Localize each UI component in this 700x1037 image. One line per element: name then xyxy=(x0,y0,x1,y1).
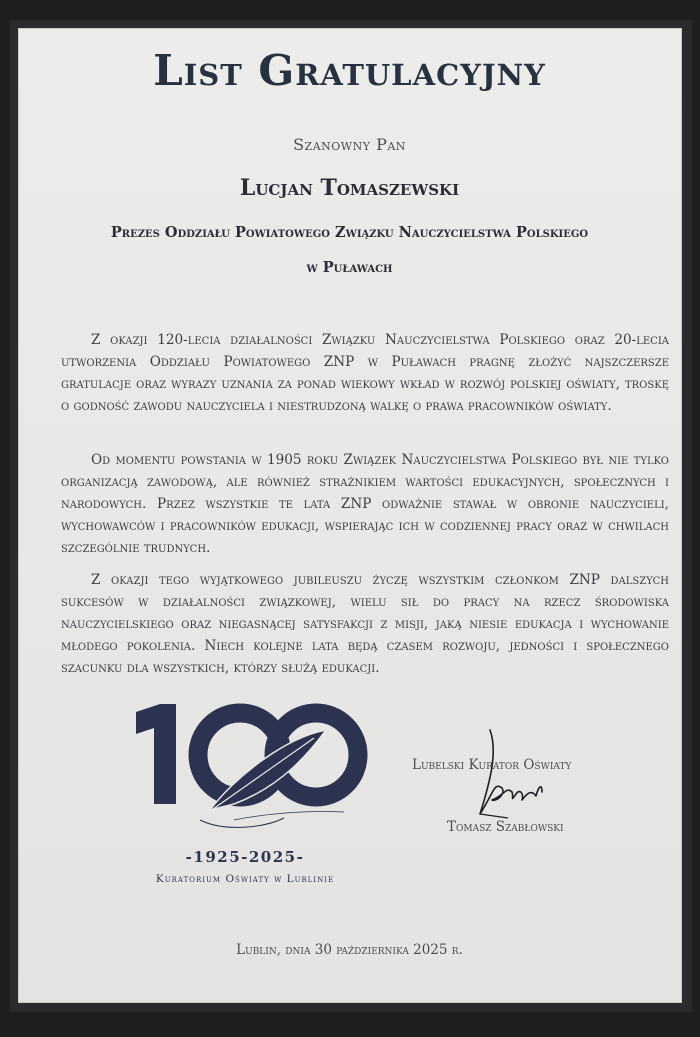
recipient-position: Prezes Oddziału Powiatowego Związku Nauczycielstwa Polskiego xyxy=(110,224,589,241)
salutation: Szanowny Pan xyxy=(293,135,406,154)
signatory-name: Tomasz Szabłowski xyxy=(447,819,564,835)
recipient-name: Lucjan Tomaszewski xyxy=(239,175,460,201)
paragraph-2: Od momentu powstania w 1905 roku Związek Nauczycielstwa Polskiego był nie tylko organizacją zawodową, ale również strażnikiem wartości edukacyjnych, społecznych i narodowych. Przez wszystkie te lata ZNP odważnie stawał w obronie nauczycieli, wychowawców i pracowników edukacji, wspierając ich w codziennej pracy oraz w chwilach szczególnie trudnych. xyxy=(61,452,669,556)
place-and-date: Lublin, dnia 30 października 2025 r. xyxy=(236,942,463,958)
certificate-sheet xyxy=(22,32,677,997)
document-title: List Gratulacyjny xyxy=(153,46,546,95)
logo-digit-one xyxy=(136,704,176,804)
paragraph-1: Z okazji 120-lecia działalności Związku Nauczycielstwa Polskiego oraz 20-lecia utworzenia Oddziału Powiatowego ZNP w Puławach pragnę złożyć najszczersze gratulacje oraz wyrazy uznania za ponad wiekowy wkład w rozwój polskiej oświaty, troskę o godność zawodu nauczyciela i niestrudzoną walkę o prawa pracowników oświaty. xyxy=(61,332,669,414)
recipient-location: w Puławach xyxy=(306,259,393,276)
paragraph-3: Z okazji tego wyjątkowego jubileuszu życzę wszystkim członkom ZNP dalszych sukcesów w działalności związkowej, wielu sił do pracy na rzecz środowiska nauczycielskiego oraz niegasnącej satysfakcji z misji, jaką niesie edukacja i wychowanie młodego pokolenia. Niech kolejne lata będą czasem rozwoju, jedności i społecznego szacunku dla wszystkich, którzy służą edukacji. xyxy=(61,572,669,676)
signatory-role: Lubelski Kurator Oświaty xyxy=(412,757,572,773)
logo-dates: -1925-2025- xyxy=(185,848,305,866)
handwritten-signature xyxy=(450,722,570,832)
logo-organization: Kuratorium Oświaty w Lublinie xyxy=(155,873,335,885)
